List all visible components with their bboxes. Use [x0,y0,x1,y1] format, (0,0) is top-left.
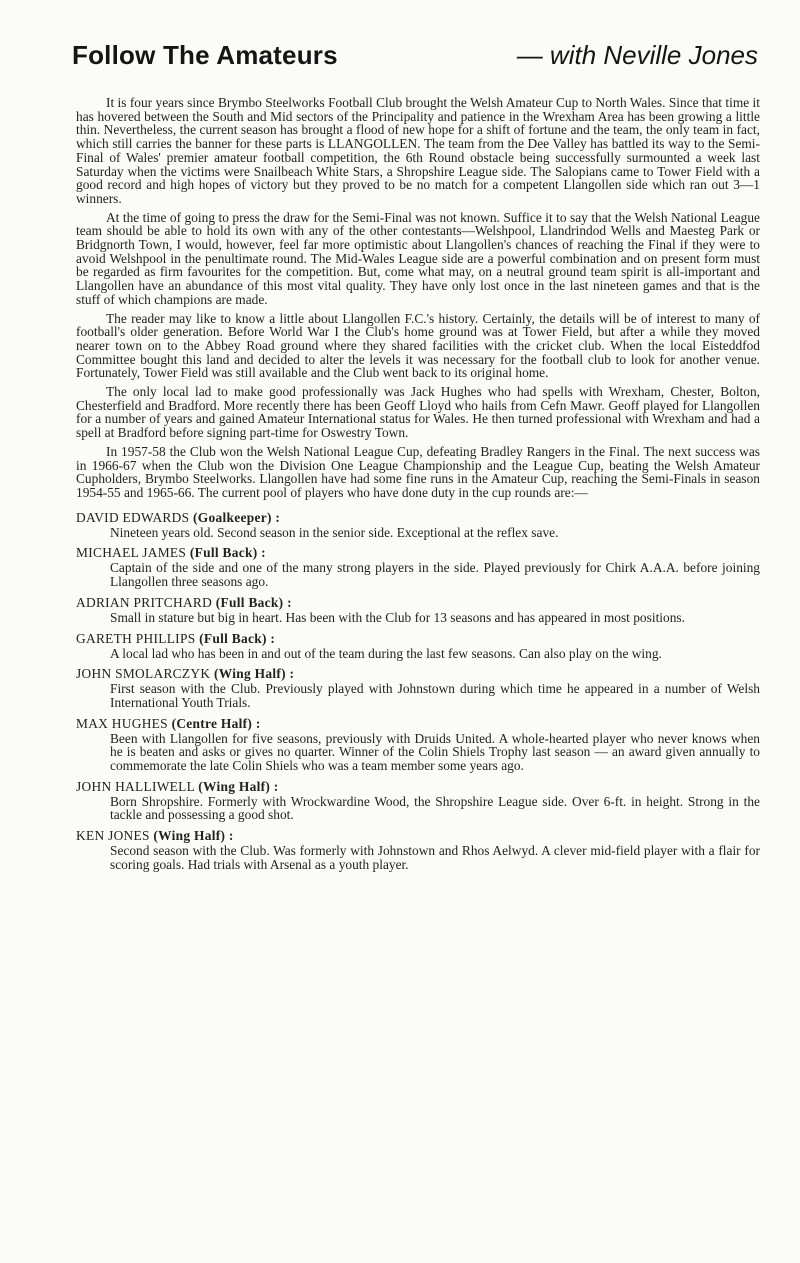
player-entry [76,595,760,625]
player-name: DAVID EDWARDS [76,509,190,525]
player-list [76,510,760,872]
page-header [72,40,758,80]
player-description: First season with the Club. Previously played with Johnstown during which time he appeared in a number of Welsh International Youth Trials. [110,681,760,710]
player-name: MAX HUGHES [76,715,168,731]
player-description: Small in stature but big in heart. Has been with the Club for 13 seasons and has appeared in most positions. [110,609,685,625]
player-position: (Wing Half) : [213,666,295,682]
player-entry [76,779,760,822]
player-name: KEN JONES [76,828,150,844]
player-position: (Full Back) : [215,594,292,610]
player-description: Captain of the side and one of the many strong players in the side. Played previously for Chirk A.A.A. before joining Llangollen three seasons ago. [110,560,760,590]
player-description: A local lad who has been in and out of the team during the last few seasons. Can also play on the wing. [110,645,662,661]
player-position: (Wing Half) : [198,778,279,794]
player-position: (Full Back) : [199,630,276,646]
paragraph: In 1957-58 the Club won the Welsh National League Cup, defeating Bradley Rangers in the Final. The next success was in 1966-67 when the Club won the Division One League Championship and the League Cup, beating the Welsh Amateur Cupholders, Brymbo Steelworks. Llangollen have had some fine runs in the Amateur Cup, reaching the Semi-Finals in season 1954-55 and 1965-66. The current pool of players who have done duty in the cup rounds are:— [76,443,760,500]
player-name: GARETH PHILLIPS [76,630,196,646]
player-position: (Wing Half) : [153,828,234,844]
player-position: (Full Back) : [189,545,266,561]
article-body [76,96,760,878]
player-name: JOHN SMOLARCZYK [76,666,211,682]
player-position: (Centre Half) : [171,715,261,731]
player-name: MICHAEL JAMES [76,545,187,561]
paragraph: It is four years since Brymbo Steelworks Football Club brought the Welsh Amateur Cup to North Wales. Since that time it has hovered between the South and Mid sectors of the Principality and patience in the Wrexham Area has been growing a little thin. Nevertheless, the current season has brought a flood of new hope for a shift of fortune and the team, the only team in fact, which still carries the banner for these parts is LLANGOLLEN. The team from the Dee Valley has battled its way to the Semi-Final of Wales' premier amateur football competition, the 6th Round obstacle being successfully surmounted a week last Saturday when the victims were Snailbeach White Stars, a Shropshire League side. The Salopians came to Tower Field with a good record and high hopes of victory but they proved to be no match for a competent Llangollen side which ran out 3—1 winners. [76,95,760,206]
player-name: ADRIAN PRITCHARD [76,594,213,610]
paragraph: The only local lad to make good professionally was Jack Hughes who had spells with Wrexham, Chester, Bolton, Chesterfield and Bradford. More recently there has been Geoff Lloyd who hails from Cefn Mawr. Geoff played for Llangollen for a number of years and gained Amateur International status for Wales. He then turned professional with Wrexham and had a spell at Bradford before signing part-time for Oswestry Town. [76,384,760,441]
player-description: Born Shropshire. Formerly with Wrockwardine Wood, the Shropshire League side. Over 6-ft. in height. Strong in the tackle and possessing a good shot. [110,793,760,823]
player-description: Been with Llangollen for five seasons, previously with Druids United. A whole-hearted player who never knows when he is beaten and asks or gives no quarter. Winner of the Colin Shiels Trophy last season — an award given annually to commemorate the late Colin Shiels who was a team member some years ago. [110,730,760,774]
player-entry [76,631,760,661]
player-entry [76,828,760,871]
player-description: Second season with the Club. Was formerly with Johnstown and Rhos Aelwyd. A clever mid-field player with a flair for scoring goals. Had trials with Arsenal as a youth player. [110,843,760,872]
page-title: Follow The Amateurs [72,40,338,70]
player-position: (Goalkeeper) : [193,509,281,525]
player-name: JOHN HALLIWELL [76,778,195,794]
paragraph: At the time of going to press the draw for the Semi-Final was not known. Suffice it to say that the Welsh National League team should be able to hold its own with any of the other contestants—Welshpool, Llandrindod Wells and Maesteg Park or Bridgnorth Town, I would, however, feel far more optimistic about Llangollen's chances of reaching the Final if they were to avoid Welshpool in the penultimate round. The Mid-Wales League side are a powerful combination and on present form must be regarded as firm favourites for the competition. But, come what may, on a neutral ground team spirit is all-important and Llangollen have an abundance of this most vital quality. They have only lost once in the last nineteen games and that is the stuff of which champions are made. [76,209,760,307]
player-description: Nineteen years old. Second season in the senior side. Exceptional at the reflex save. [110,524,559,540]
player-entry [76,510,760,540]
player-entry [76,545,760,588]
player-entry [76,666,760,709]
player-entry [76,716,760,773]
author-byline: — with Neville Jones [516,40,758,70]
paragraph: The reader may like to know a little about Llangollen F.C.'s history. Certainly, the details will be of interest to many of football's older generation. Before World War I the Club's home ground was at Tower Field, but after a while they moved nearer town on to the Abbey Road ground where they shared facilities with the cricket club. When the local Eisteddfod Committee bought this land and decided to alter the levels it was necessary for the football club to look for another venue. Fortunately, Tower Field was still available and the Club went back to its original home. [76,310,760,381]
